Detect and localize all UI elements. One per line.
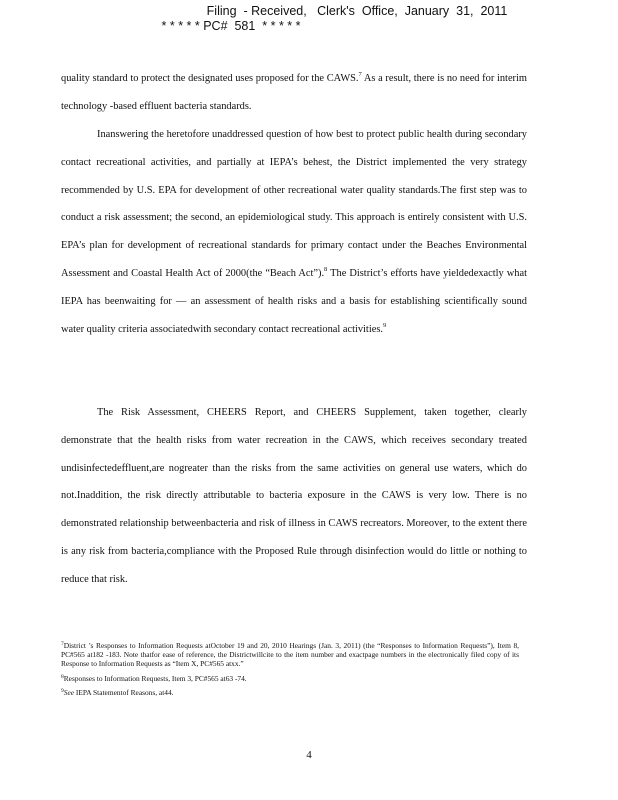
- footnote-text: Responses to Information Requests, Item 3, PC#565 at63 -74.: [63, 673, 247, 683]
- page-number: 4: [306, 749, 312, 761]
- paragraph-text: quality standard to protect the designated uses proposed for the CAWS.: [61, 73, 359, 84]
- footnote: [61, 641, 519, 669]
- footnote-text: District ’s Responses to Information Requests atOctober 19 and 20, 2010 Hearings (Jan. 3, 2011) (the “Responses to Information Requests”), Item 8, PC#565 at182 -183. Note thatfor ease of reference, the Districtwillcite to the item number and exactpage numbers in the electronically filed copy of its Response to Information Requests as “Item X, PC#565 atxx.”: [61, 641, 519, 669]
- footnote-mark: 7: [61, 641, 64, 647]
- footnote-text: IEPA Statementof Reasons, at44.: [74, 687, 174, 697]
- footnotes-section: [61, 641, 519, 702]
- paragraph-risk-assessment: [61, 399, 527, 594]
- footnote: [61, 674, 519, 683]
- footnote-mark: 9: [61, 687, 64, 694]
- filing-header-line: Filing - Received, Clerk's Office, January 31, 2011: [206, 4, 508, 18]
- paragraph-district-strategy: [61, 121, 527, 343]
- footnote-signal: See: [63, 687, 75, 697]
- footnote-reference: 7: [358, 71, 362, 78]
- pc-number-header-line: * * * * * PC# 581 * * * * *: [161, 19, 301, 33]
- footnote: [61, 688, 519, 697]
- paragraph-text: The Risk Assessment, CHEERS Report, and CHEERS Supplement, taken together, clearly demonstrate that the health risks from water recreation in the CAWS, which receives secondary treated undisinfectedeffluent,are nogreater than the risks from the same activities on general use waters, which do not.Inaddition, the risk directly attributable to bacteria exposure in the CAWS is very low. There is no demonstrated relationship betweenbacteria and risk of illness in CAWS recreators. Moreover, to the extent there is any risk from bacteria,compliance with the Proposed Rule through disinfection would do little or nothing to reduce that risk.: [61, 407, 527, 585]
- paragraph-continued: [61, 65, 527, 121]
- paragraph-text: As a result, there is no need for interim technology -based effluent bacteria standards.: [61, 73, 527, 112]
- footnote-mark: 8: [61, 673, 64, 680]
- paragraph-text: Inanswering the heretofore unaddressed question of how best to protect public health during secondary contact recreational activities, and partially at IEPA’s behest, the District implemented the very strategy recommended by U.S. EPA for development of other recreational water quality standards.The first step was to conduct a risk assessment; the second, an epidemiological study. This approach is entirely consistent with U.S. EPA’s plan for development of recreational standards for primary contact under the Beaches Environmental Assessment and Coastal Health Act of 2000(the “Beach Act”).: [61, 129, 527, 279]
- paragraph-text: The District’s efforts have yieldedexactly what IEPA has beenwaiting for — an assessment of health risks and a basis for establishing scientifically sound water quality criteria associatedwith secondary contact recreational activities.: [61, 267, 527, 335]
- footnote-reference: 9: [382, 321, 387, 329]
- footnote-reference: 8: [324, 265, 328, 273]
